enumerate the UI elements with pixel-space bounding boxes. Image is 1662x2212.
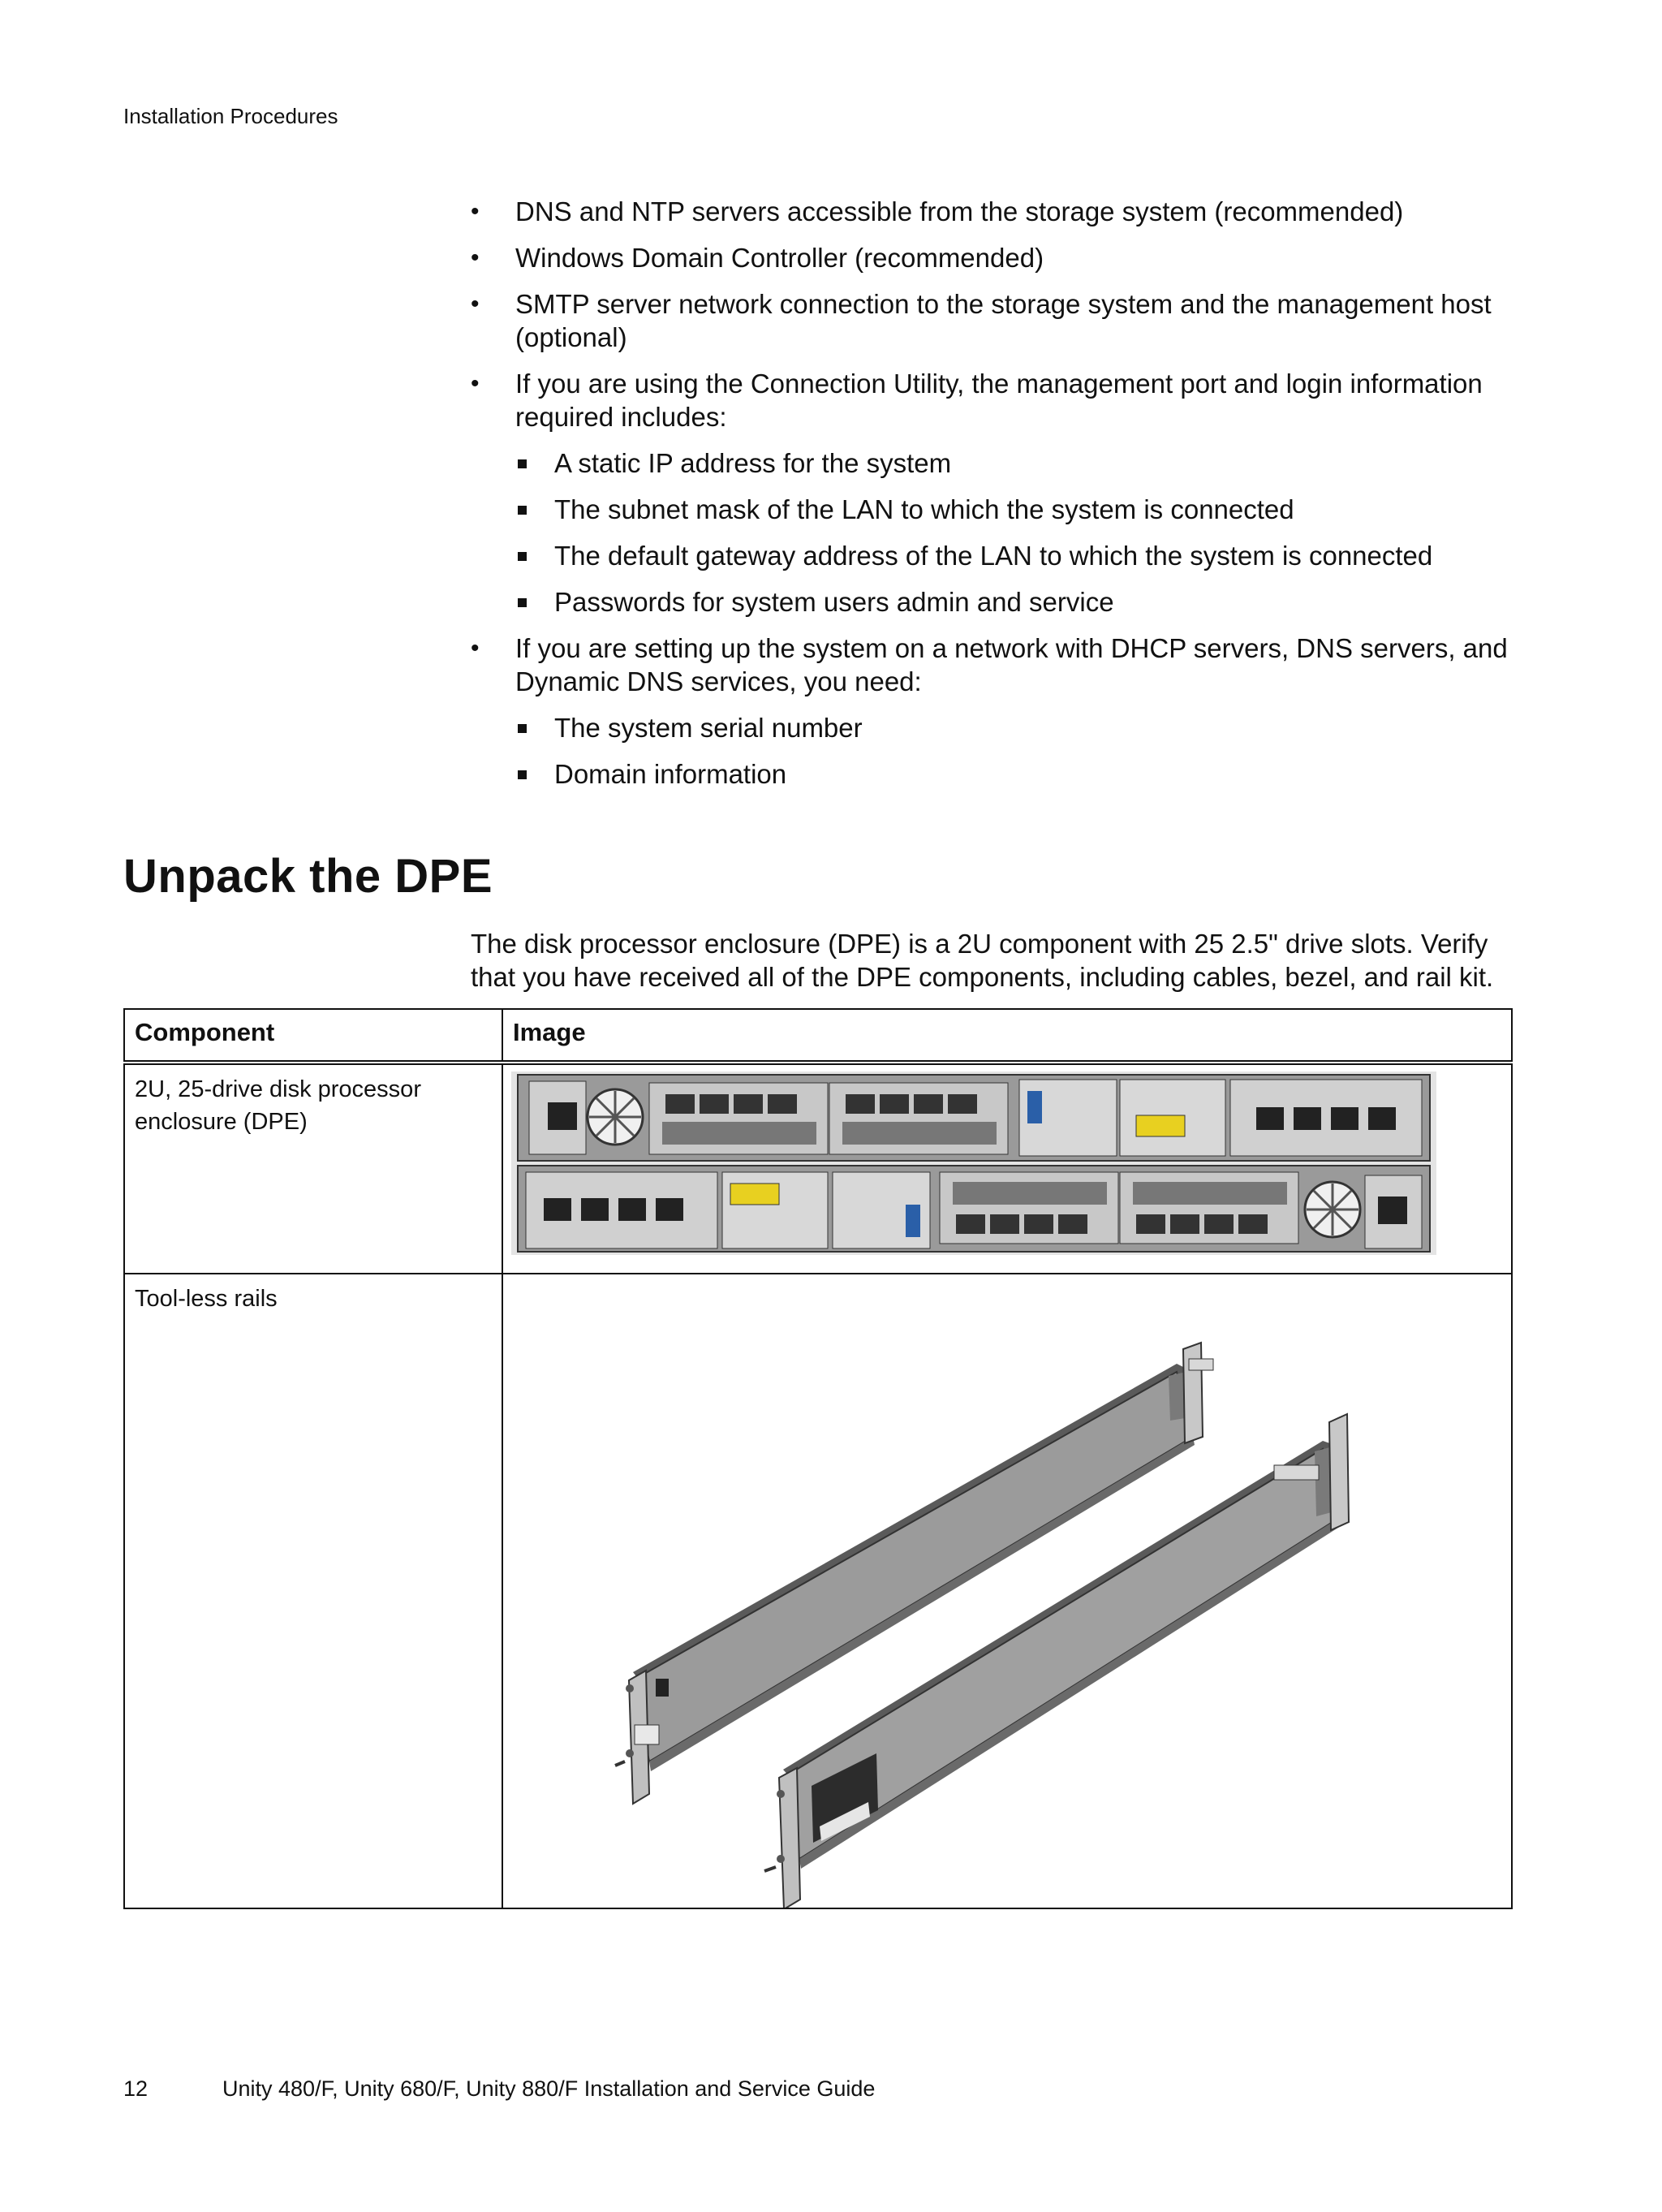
requirements-list xyxy=(471,195,1526,804)
column-header-component: Component xyxy=(124,1009,502,1063)
list-item: • Windows Domain Controller (recommended) xyxy=(471,241,1526,274)
table-row xyxy=(124,1063,1512,1274)
sub-list-item: Domain information xyxy=(471,757,1526,791)
component-cell: 2U, 25-drive disk processor enclosure (DPE) xyxy=(124,1063,502,1274)
tool-less-rails-image xyxy=(503,1274,1509,1908)
image-cell xyxy=(502,1063,1512,1274)
list-item: • SMTP server network connection to the storage system and the management host (optional) xyxy=(471,287,1526,354)
section-title: Unpack the DPE xyxy=(123,850,493,903)
sub-list-item: Passwords for system users admin and service xyxy=(471,585,1526,619)
section-intro: The disk processor enclosure (DPE) is a 2U component with 25 2.5" drive slots. Verify that you have received all of the DPE components, including cables, bezel, and rail kit. xyxy=(471,929,1494,992)
list-item: • DNS and NTP servers accessible from the storage system (recommended) xyxy=(471,195,1526,228)
image-cell xyxy=(502,1274,1512,1908)
table-header-row xyxy=(124,1009,1512,1063)
list-item: • If you are setting up the system on a network with DHCP servers, DNS servers, and Dynamic DNS services, you need: xyxy=(471,632,1526,698)
component-cell: Tool-less rails xyxy=(124,1274,502,1908)
sub-list-item: The default gateway address of the LAN to which the system is connected xyxy=(471,539,1526,572)
components-table xyxy=(123,1008,1513,1909)
column-header-image: Image xyxy=(502,1009,1512,1063)
table-row xyxy=(124,1274,1512,1908)
list-item: • If you are using the Connection Utility, the management port and login information required includes: xyxy=(471,367,1526,433)
sub-list-item: The subnet mask of the LAN to which the system is connected xyxy=(471,493,1526,526)
sub-list-item: A static IP address for the system xyxy=(471,446,1526,480)
footer-doc-title: Unity 480/F, Unity 680/F, Unity 880/F Installation and Service Guide xyxy=(222,2076,876,2101)
sub-list-item: The system serial number xyxy=(471,711,1526,744)
running-header: Installation Procedures xyxy=(123,104,338,128)
page-number: 12 xyxy=(123,2076,149,2101)
dpe-rear-view-image xyxy=(511,1072,1436,1255)
